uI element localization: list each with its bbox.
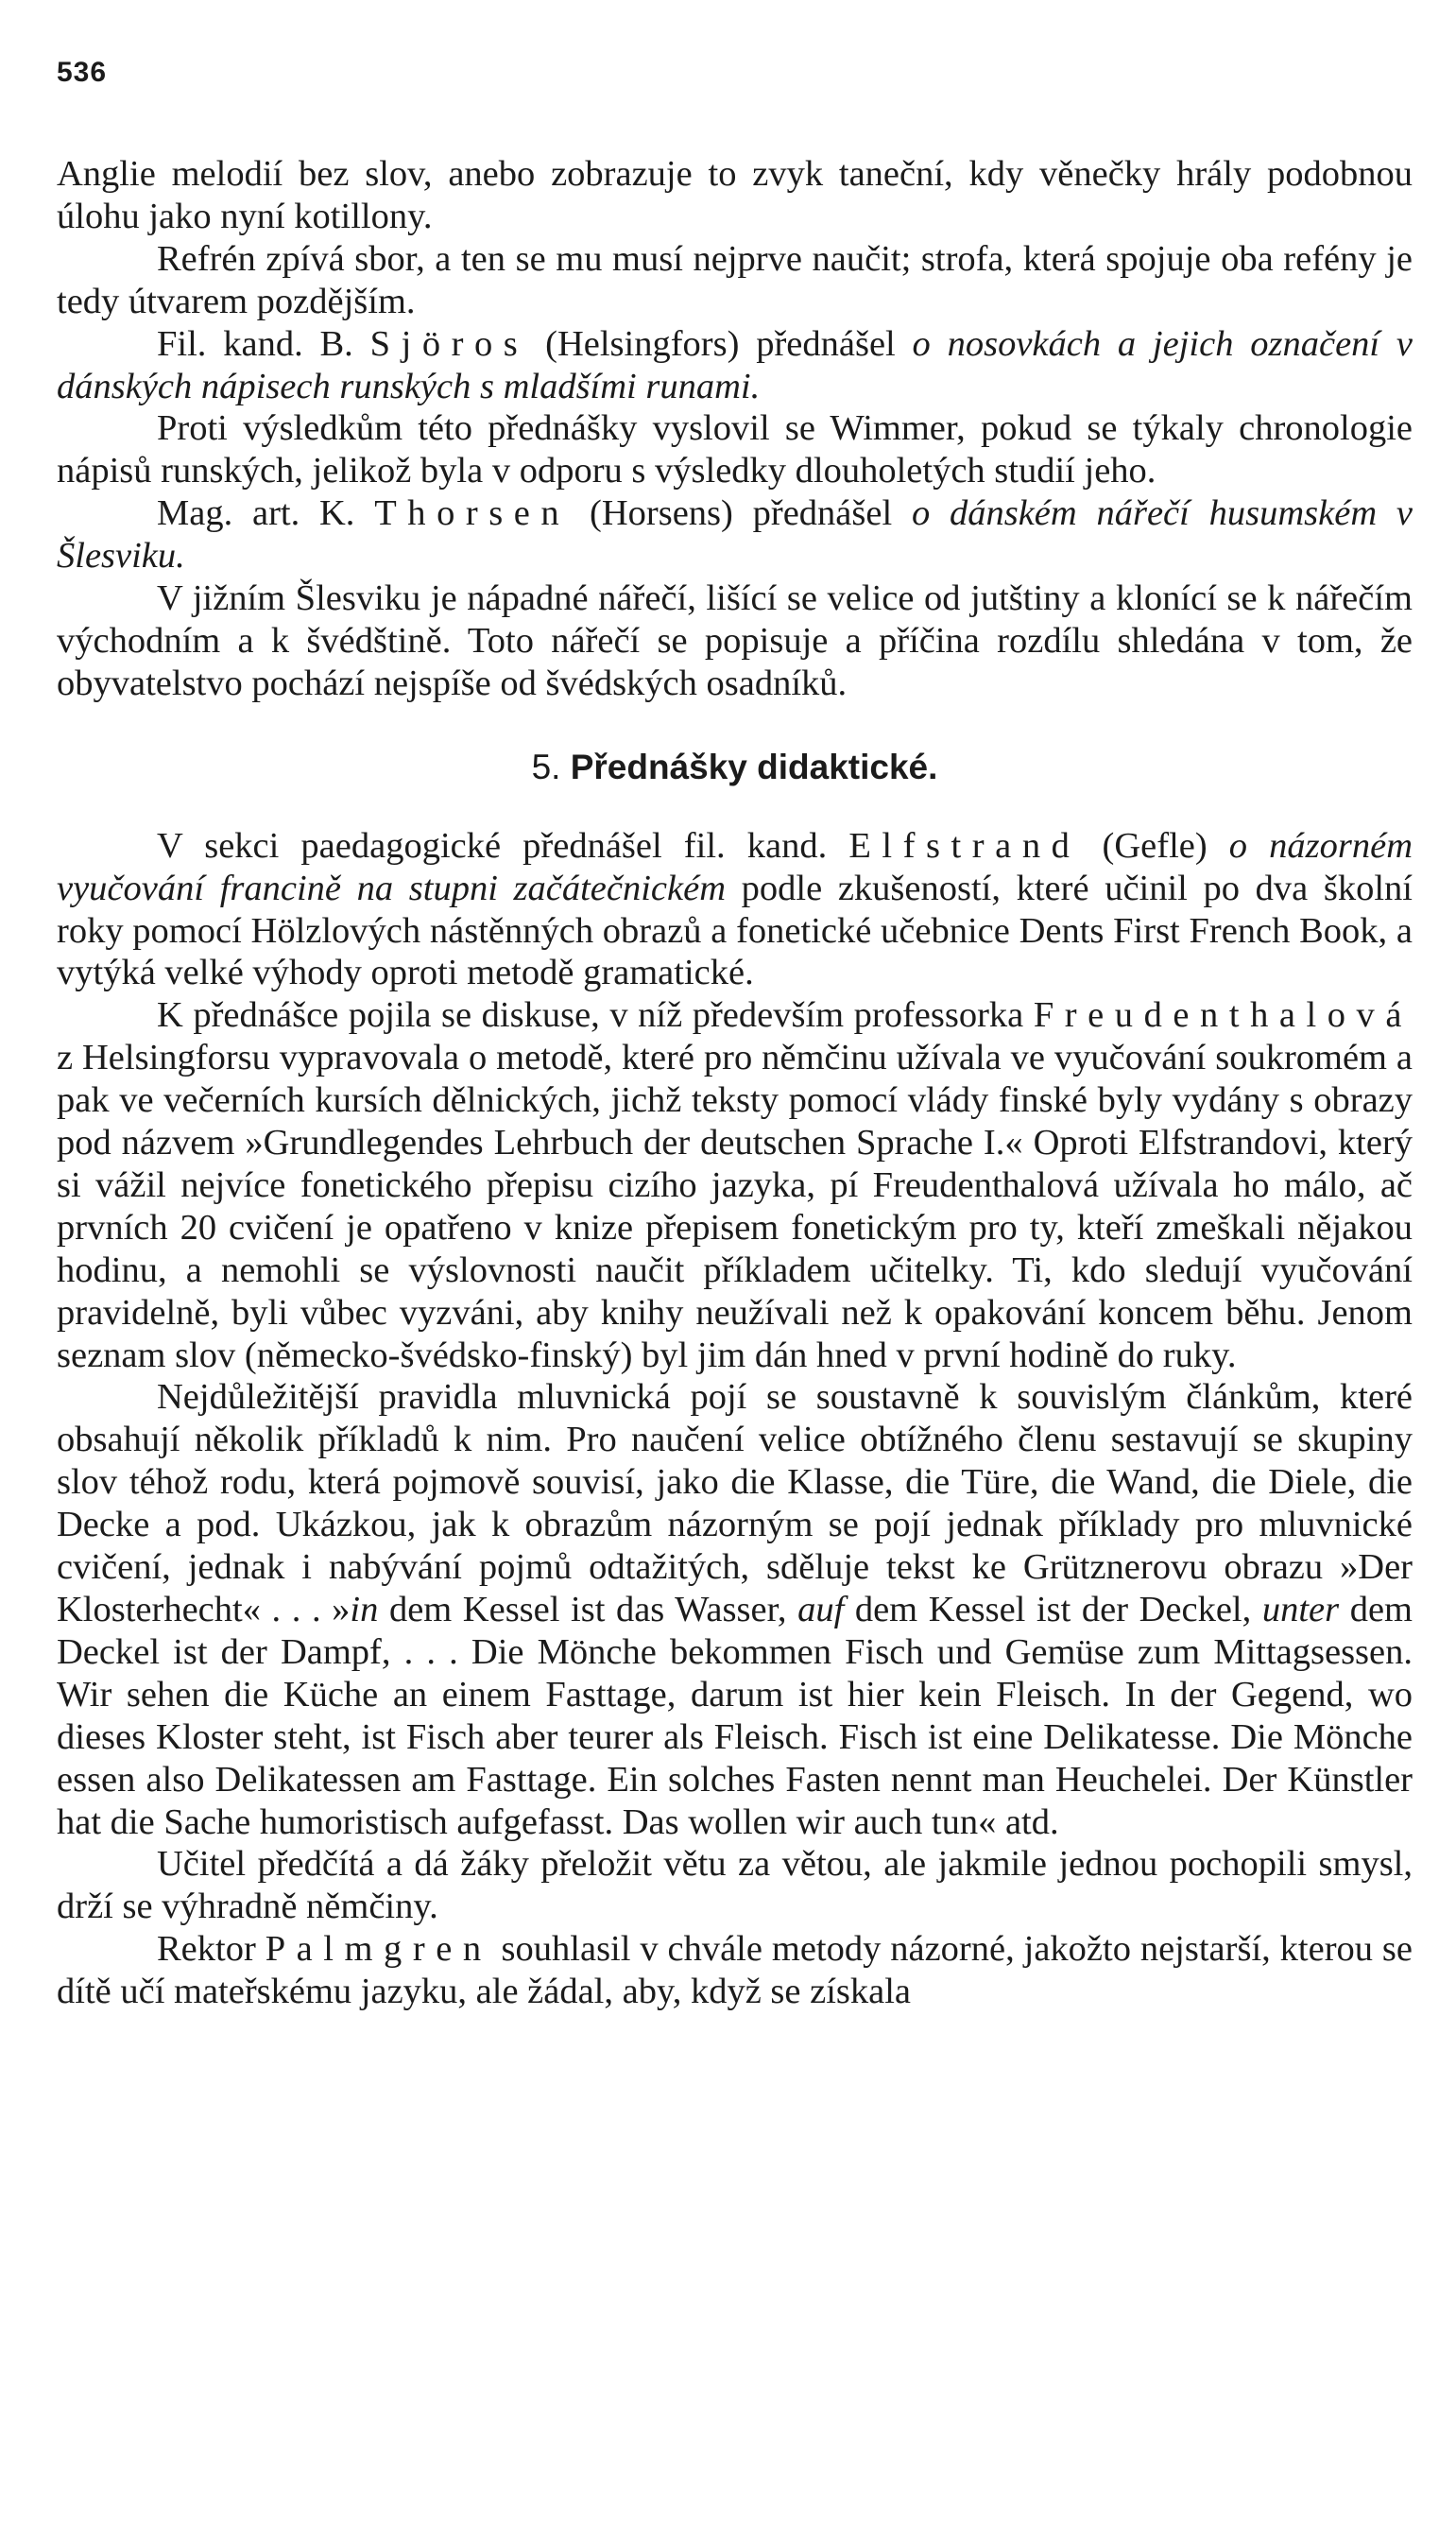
emphasis: auf <box>797 1590 845 1629</box>
section-heading <box>57 747 1413 789</box>
lecture-title: o dánském nářečí husumském v Šlesviku. <box>57 493 1413 577</box>
emphasis: unter <box>1261 1590 1340 1629</box>
text-run: dem Kessel ist der Deckel, <box>844 1590 1262 1629</box>
text-run: dem Kessel ist das Wasser, <box>378 1590 798 1629</box>
paragraph <box>57 1928 1413 2013</box>
text-run: (Horsens) přednášel <box>570 493 912 534</box>
paragraph <box>57 994 1413 1376</box>
section-title: Přednášky didaktické. <box>570 747 938 786</box>
section-number: 5. <box>531 747 561 786</box>
lecture-title: o nosovkách a jejich označení v dánských nápisech runských s mladšími runami. <box>57 323 1413 406</box>
text-run: (Gefle) <box>1080 825 1229 866</box>
page-number: 536 <box>57 57 108 88</box>
text-run: souhlasil v chvále metody názorné, jakožto nejstarší, kterou se dítě učí mateřskému jazyku, ale žádal, aby, když se získala <box>57 1929 1413 2012</box>
author-name: Freudenthalová <box>1033 995 1413 1036</box>
paragraph <box>57 1376 1413 1843</box>
text-run: Fil. kand. B. <box>157 323 370 364</box>
paragraph: V jižním Šlesviku je nápadné nářečí, lišící se velice od jutštiny a klonící se k nářečím východním a k švédštině. Toto nářečí se popisuje a příčina rozdílu shledána v tom, že obyvatelstvo pochází nejspíše od švédských osadníků. <box>57 578 1413 703</box>
text-run: (Helsingfors) přednášel <box>528 323 913 364</box>
text-run: V sekci paedagogické přednášel fil. kand. <box>157 825 849 866</box>
text-run: z Helsingforsu vypravovala o metodě, které pro němčinu užívala ve vyučování soukromém a pak ve večerních kursích dělnických, jichž teksty pomocí vlády finské byly vydány s obrazy pod názvem »Grundlegendes Lehrbuch der deutschen Sprache I.« Oproti Elfstrandovi, který si vážil nejvíce fonetického přepisu cizího jazyka, pí Freudenthalová užívala ho málo, ač prvních 20 cvičení je opatřeno v knize přepisem fonetickým pro ty, kteří zmeškali nějakou hodinu, a nemohli se výslovnosti naučit příkladem učitelky. Ti, kdo sledují vyučování pravidelně, byli vůbec vyzváni, aby knihy neužívali než k opakování koncem běhu. Jenom seznam slov (německo-švédsko-finský) byl jim dán hned v první hodině do ruky. <box>57 1038 1413 1375</box>
paragraph: Proti výsledkům této přednášky vyslovil se Wimmer, pokud se týkaly chronologie nápisů runských, jelikož byla v odporu s výsledky dlouholetých studií jeho. <box>57 408 1413 491</box>
text-run: K přednášce pojila se diskuse, v níž především professorka <box>157 995 1034 1036</box>
emphasis: in <box>350 1590 379 1629</box>
text-run: Rektor <box>157 1929 266 1970</box>
text-run: Mag. art. K. <box>157 493 375 534</box>
paragraph: Anglie melodií bez slov, anebo zobrazuje to zvyk taneční, kdy věnečky hrály podobnou úlohu jako nyní kotillony. <box>57 154 1413 236</box>
author-name: Palmgren <box>265 1929 492 1970</box>
body-text <box>57 153 1413 2013</box>
author-name: Thorsen <box>374 493 571 534</box>
paragraph <box>57 825 1413 995</box>
paragraph <box>57 492 1413 577</box>
text-run: podle zkušeností, které učinil po dva školní roky pomocí Hölzlových nástěnných obrazů a fonetické učebnice Dents First French Book, a vytýká velké výhody oproti metodě gramatické. <box>57 868 1413 993</box>
text-run: dem Deckel ist der Dampf, . . . Die Mönche bekommen Fisch und Gemüse zum Mittagsessen. Wir sehen die Küche an einem Fasttage, darum ist hier kein Fleisch. In der Gegend, wo dieses Kloster steht, ist Fisch aber teurer als Fleisch. Fisch ist eine Delikatesse. Die Mönche essen also Delikatessen am Fasttage. Ein solches Fasten nennt man Heuchelei. Der Künstler hat die Sache humoristisch aufgefasst. Das wollen wir auch tun« atd. <box>57 1590 1413 1842</box>
lecture-title: o názorném vyučování francině na stupni začátečnickém <box>57 825 1413 908</box>
author-name: Sjöros <box>369 323 529 364</box>
author-name: Elfstrand <box>848 825 1081 866</box>
paragraph: Refrén zpívá sbor, a ten se mu musí nejprve naučit; strofa, která spojuje oba refény je tedy útvarem pozdějším. <box>57 238 1413 321</box>
paragraph: Učitel předčítá a dá žáky přeložit větu za větou, ale jakmile jednou pochopili smysl, drží se výhradně němčiny. <box>57 1844 1413 1927</box>
text-run: Nejdůležitější pravidla mluvnická pojí se soustavně k souvislým článkům, které obsahují několik příkladů k nim. Pro naučení velice obtížného členu sestavují se skupiny slov téhož rodu, která pojmově souvisí, jako die Klasse, die Türe, die Wand, die Diele, die Decke a pod. Ukázkou, jak k obrazům názorným se pojí jednak příklady pro mluvnické cvičení, jednak i nabývání pojmů odtažitých, sděluje tekst ke Grütznerovu obrazu »Der Klosterhecht« . . . » <box>57 1377 1413 1629</box>
paragraph <box>57 323 1413 408</box>
